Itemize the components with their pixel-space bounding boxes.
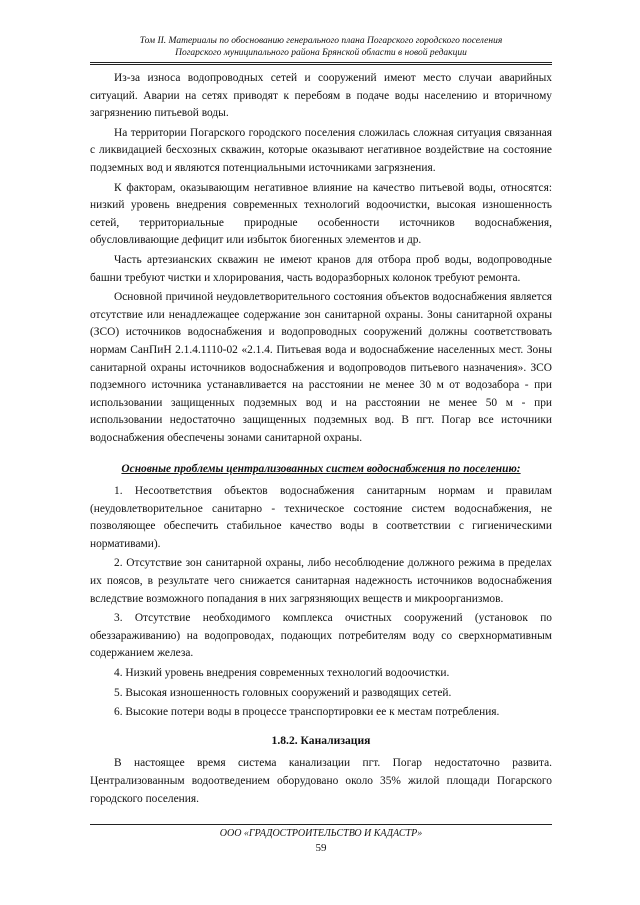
- list-item: 6. Высокие потери воды в процессе транспортировки ее к местам потребления.: [114, 706, 500, 719]
- paragraph: Из-за износа водопроводных сетей и сооружений имеют место случаи аварийных ситуаций. Аварии на сетях приводят к перебоям в подаче воды населению и вторичному загрязнению питьевой воды.: [90, 72, 552, 120]
- paragraph: К факторам, оказывающим негативное влияние на качество питьевой воды, относятся: низкий уровень внедрения современных технологий водоочистки, высокая изношенность сетей, территориальные природные особенности источников водоснабжения, обусловливающие дефицит или избыток биогенных элементов и др.: [90, 181, 552, 247]
- running-header: [90, 36, 552, 59]
- header-line-2: Погарского муниципального района Брянской области в новой редакции: [175, 47, 467, 58]
- problems-heading: Основные проблемы централизованных систем водоснабжения по поселению:: [121, 463, 521, 476]
- paragraph: В настоящее время система канализации пгт. Погар недостаточно развита. Централизованным водоотведением оборудовано около 35% жилой площади Погарского городского поселения.: [90, 757, 552, 805]
- paragraph: Основной причиной неудовлетворительного состояния объектов водоснабжения является отсутствие или ненадлежащее содержание зон санитарной охраны. Зоны санитарной охраны (ЗСО) источников водоснабжения и водопроводных сооружений должны соответствовать нормам СанПиН 2.1.4.1110-02 «2.1.4. Питьевая вода и водоснабжение населенных мест. Зоны санитарной охраны источников водоснабжения и водопроводов питьевого назначения». ЗСО подземного источника устанавливается на расстоянии не менее 30 м от водозабора - при использовании защищенных подземных вод и на расстоянии не менее 50 м - при использовании недостаточно защищенных подземных вод. В пгт. Погар все источники водоснабжения обеспечены зонами санитарной охраны.: [90, 291, 552, 444]
- header-rule-2: [90, 64, 552, 65]
- list-item: 3. Отсутствие необходимого комплекса очистных сооружений (установок по обеззараживанию) на водопроводах, подающих потребителям воду со сверхнормативным содержанием железа.: [90, 612, 552, 660]
- page-body: [90, 70, 552, 810]
- paragraph: Часть артезианских скважин не имеют кранов для отбора проб воды, водопроводные башни требуют чистки и хлорирования, часть водоразборных колонок требуют ремонта.: [90, 253, 552, 284]
- list-item: 5. Высокая изношенность головных сооружений и разводящих сетей.: [114, 686, 452, 699]
- header-line-1: Том II. Материалы по обоснованию генерального плана Погарского городского поселения: [139, 36, 503, 46]
- paragraph: На территории Погарского городского поселения сложилась сложная ситуация связанная с ликвидацией бесхозных скважин, которые оказывают негативное воздействие на состояние подземных вод и являются потенциальными источниками загрязнения.: [90, 126, 552, 174]
- footer-company: ООО «ГРАДОСТРОИТЕЛЬСТВО И КАДАСТР»: [219, 828, 423, 839]
- list-item: 1. Несоответствия объектов водоснабжения санитарным нормам и правилам (неудовлетворительное санитарно - техническое состояние систем водоснабжения, не позволяющее обеспечить стабильное качество воды в соответствии с гигиеническими нормативами).: [90, 485, 552, 550]
- section-title: 1.8.2. Канализация: [271, 733, 371, 747]
- list-item: 4. Низкий уровень внедрения современных технологий водоочистки.: [114, 667, 450, 679]
- page-number: 59: [315, 842, 327, 854]
- header-rule: [90, 62, 552, 63]
- footer-rule: [90, 824, 552, 825]
- list-item: 2. Отсутствие зон санитарной охраны, либо несоблюдение должного режима в пределах их поясов, в результате чего снижается санитарная надежность источников водоснабжения вследствие возможного попадания в них загрязняющих веществ и микроорганизмов.: [90, 557, 552, 605]
